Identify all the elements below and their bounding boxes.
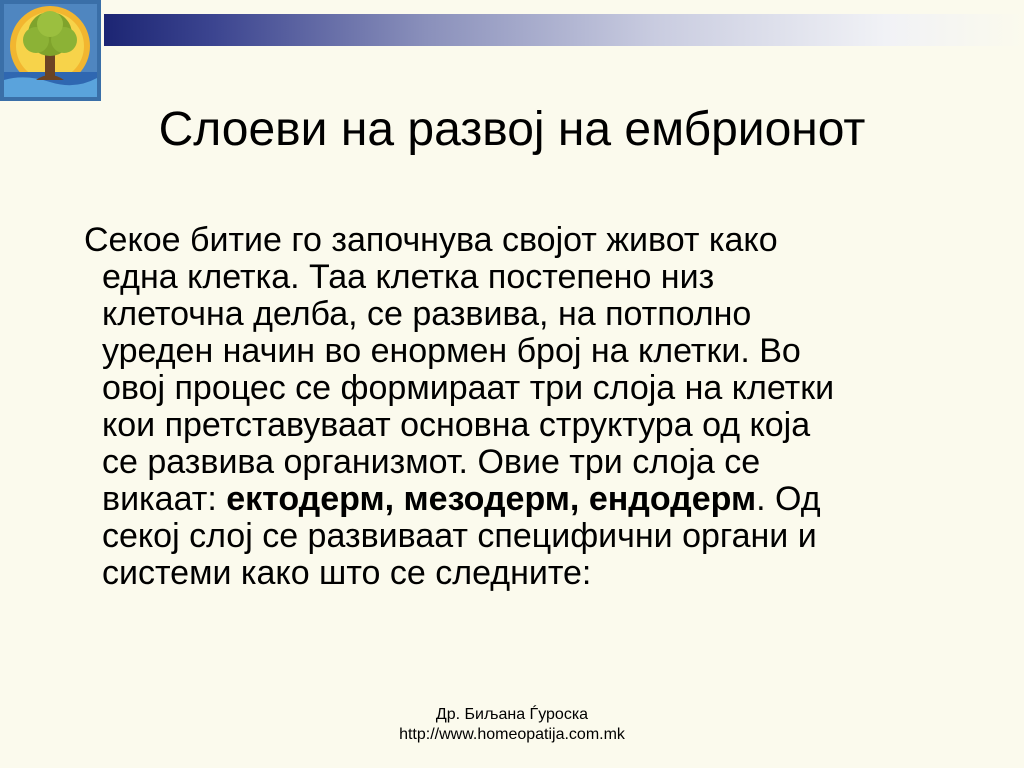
body-paragraph xyxy=(84,222,984,592)
body-line: уреден начин во енормен број на клетки. Во xyxy=(102,332,801,370)
footer-url-link[interactable]: http://www.homeopatija.com.mk xyxy=(399,726,625,743)
body-text-suffix: . Од xyxy=(756,480,821,518)
body-line: секој слој се развиваат специфични органи и xyxy=(102,517,817,555)
body-line: системи како што се следните: xyxy=(102,554,592,592)
body-text-prefix: викаат: xyxy=(102,480,227,518)
header-gradient-bar xyxy=(104,14,1024,46)
body-line: Секое битие го започнува својот живот како xyxy=(84,221,778,259)
slide-title: Слоеви на развој на ембрионот xyxy=(158,103,866,156)
tree-icon xyxy=(0,0,101,101)
body-line: клеточна делба, се развива, на потполно xyxy=(102,295,752,333)
germ-layers-terms: ектодерм, мезодерм, ендодерм xyxy=(226,480,757,518)
body-line: една клетка. Таа клетка постепено низ xyxy=(102,258,715,296)
body-line: овој процес се формираат три слоја на клетки xyxy=(102,369,835,407)
footer-author: Др. Биљана Ѓуроска xyxy=(435,706,589,723)
body-line-with-terms xyxy=(84,481,984,518)
body-line: кои претставуваат основна структура од која xyxy=(102,406,811,444)
footer xyxy=(0,705,1024,745)
body-line: се развива организмот. Овие три слоја се xyxy=(102,443,761,481)
